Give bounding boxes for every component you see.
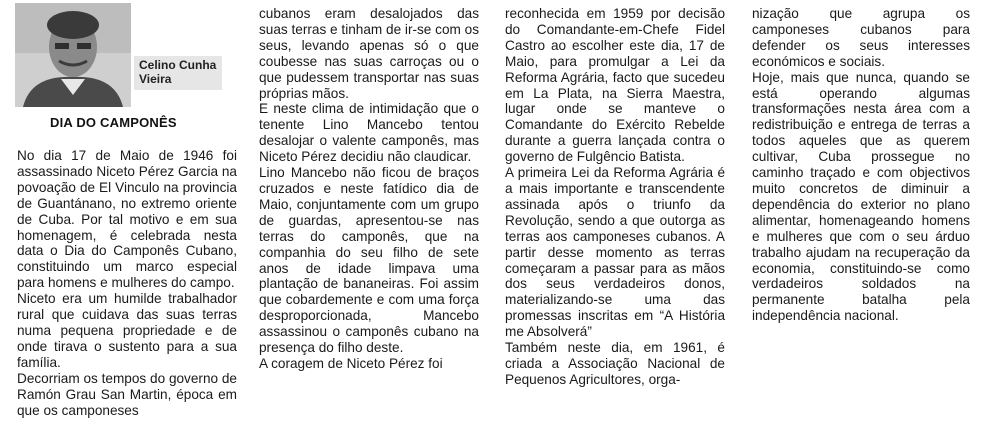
text-column-1 [17,148,237,418]
paragraph: cubanos eram desalojados das suas terras e tinham de ir-se com os seus, levando apenas só o que coubesse nas suas carroças ou o que pudessem transportar nas suas próprias mãos. [259,6,479,101]
paragraph: nização que agrupa os camponeses cubanos para defender os seus interesses económicos e sociais. [752,6,970,69]
paragraph: A primeira Lei da Reforma Agrária é a mais importante e transcendente assinada após o triunfo da Revolução, sendo a que outorga as terras aos camponeses cubanos. A partir desse momento as terras começaram a passar para as mãos dos seus verdadeiros donos, materializando-se uma das promessas inscritas em “A História me Absolverá” [505,165,725,340]
author-name: Celino Cunha Vieira [139,58,217,86]
text-column-3 [505,6,725,388]
text-column-4 [752,6,970,324]
paragraph: Decorriam os tempos do governo de Ramón Grau San Martin, época em que os camponeses [17,370,237,418]
paragraph: Também neste dia, em 1961, é criada a Associação Nacional de Pequenos Agricultores, orga- [505,340,725,387]
paragraph: A coragem de Niceto Pérez foi [259,355,443,371]
author-byline [134,56,222,90]
paragraph: Lino Mancebo não ficou de braços cruzados e neste fatídico dia de Maio, conjuntamente com um grupo de guardas, apresentou-se nas terras do camponês, que na companhia do seu filho de sete anos de idade limpava uma plantação de bananeiras. Foi assim que cobardemente e com uma força desproporcionada, Mancebo assassinou o camponês cubano na presença do filho deste. [259,165,479,356]
paragraph: reconhecida em 1959 por decisão do Comandante-em-Chefe Fidel Castro ao escolher este dia, 17 de Maio, para promulgar a Lei da Reforma Agrária, facto que sucedeu em La Plata, na Sierra Maestra, lugar onde se manteve o Comandante do Exército Rebelde durante a guerra lançada contra o governo de Fulgêncio Batista. [505,6,725,165]
paragraph: Hoje, mais que nunca, quando se está operando algumas transformações nesta área com a redistribuição e entrega de terras a todos aqueles que as querem cultivar, Cuba prossegue no caminho traçado e com objectivos muito concretos de diminuir a dependência do exterior no plano alimentar, homenageando homens e mulheres que com o seu árduo trabalho ajudam na recuperação da economia, constituindo-se como verdadeiros soldados na permanente batalha pela independência nacional. [752,69,970,324]
paragraph: E neste clima de intimidação que o tenente Lino Mancebo tentou desalojar o valente camponês, mas Niceto Pérez decidiu não claudicar. [259,101,479,165]
author-photo [15,3,131,107]
author-portrait-image [15,3,131,107]
article-title: DIA DO CAMPONÊS [50,115,177,130]
paragraph: Niceto era um humilde trabalhador rural que cuidava das suas terras numa pequena propriedade e de onde tirava o sustento para a sua família. [17,291,237,370]
text-column-2 [259,6,479,372]
paragraph: No dia 17 de Maio de 1946 foi assassinado Niceto Pérez Garcia na povoação de El Vinculo na provincia de Guantánano, no extremo oriente de Cuba. Por tal motivo e em sua homenagem, é celebrada nesta data o Dia do Camponês Cubano, constituindo um marco especial para homens e mulheres do campo. [17,148,237,291]
